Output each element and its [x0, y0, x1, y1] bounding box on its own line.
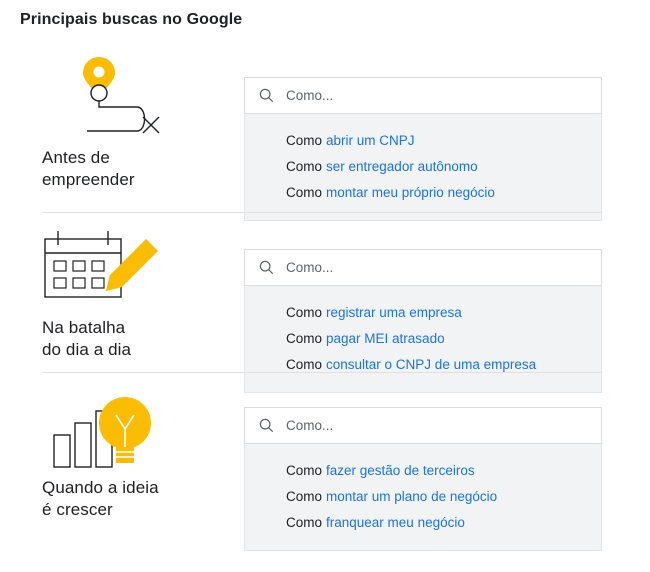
section-quando-a-ideia-e-crescer: [0, 385, 650, 533]
section-2-label: [42, 317, 232, 361]
suggestion-item[interactable]: [245, 352, 601, 378]
suggestion-item[interactable]: [245, 510, 601, 536]
section-3-label: [42, 477, 232, 521]
search-card-1: [244, 77, 602, 221]
search-icon: [259, 260, 274, 275]
suggestion-query: montar meu próprio negócio: [326, 185, 495, 200]
suggestion-prefix: Como: [286, 185, 323, 200]
suggestion-item[interactable]: [245, 326, 601, 352]
section-1-label-line2: empreender: [42, 170, 135, 189]
page-title: Principais buscas no Google: [20, 11, 243, 28]
suggestion-prefix: Como: [286, 357, 323, 372]
suggestion-list-2: [245, 286, 601, 392]
suggestion-query: pagar MEI atrasado: [326, 331, 445, 346]
section-2-label-line2: do dia a dia: [42, 340, 132, 359]
pin-path-icon: [42, 55, 202, 147]
suggestion-query: registrar uma empresa: [326, 305, 462, 320]
search-card-3: [244, 407, 602, 551]
search-icon: [259, 88, 274, 103]
suggestion-query: abrir um CNPJ: [326, 133, 415, 148]
section-divider-1: [42, 212, 602, 213]
search-icon: [259, 418, 274, 433]
search-placeholder-2: Como...: [286, 260, 334, 275]
search-placeholder-3: Como...: [286, 418, 334, 433]
section-2-left-column: [42, 227, 232, 361]
suggestion-prefix: Como: [286, 515, 323, 530]
suggestion-prefix: Como: [286, 331, 323, 346]
search-placeholder-1: Como...: [286, 88, 334, 103]
section-na-batalha-do-dia-a-dia: [0, 227, 650, 372]
suggestion-prefix: Como: [286, 159, 323, 174]
suggestion-item[interactable]: [245, 484, 601, 510]
section-3-label-line2: é crescer: [42, 500, 113, 519]
suggestion-query: ser entregador autônomo: [326, 159, 478, 174]
suggestion-prefix: Como: [286, 463, 323, 478]
suggestion-item[interactable]: [245, 458, 601, 484]
search-input-3[interactable]: [244, 407, 602, 444]
suggestion-prefix: Como: [286, 489, 323, 504]
suggestion-query: franquear meu negócio: [326, 515, 465, 530]
suggestion-item[interactable]: [245, 300, 601, 326]
suggestion-query: consultar o CNPJ de uma empresa: [326, 357, 537, 372]
suggestion-list-1: [245, 114, 601, 220]
suggestion-query: montar um plano de negócio: [326, 489, 498, 504]
search-input-2[interactable]: [244, 249, 602, 286]
section-1-label-line1: Antes de: [42, 148, 110, 167]
suggestion-prefix: Como: [286, 305, 323, 320]
calendar-pencil-icon: [42, 227, 202, 317]
search-input-1[interactable]: [244, 77, 602, 114]
suggestion-prefix: Como: [286, 133, 323, 148]
section-3-label-line1: Quando a ideia: [42, 478, 159, 497]
section-1-left-column: [42, 55, 232, 191]
suggestion-item[interactable]: [245, 180, 601, 206]
suggestion-item[interactable]: [245, 154, 601, 180]
section-2-label-line1: Na batalha: [42, 318, 126, 337]
section-antes-de-empreender: [0, 55, 650, 205]
chart-lightbulb-icon: [42, 385, 202, 477]
section-divider-2: [42, 372, 602, 373]
section-3-left-column: [42, 385, 232, 521]
suggestion-list-3: [245, 444, 601, 550]
suggestion-query: fazer gestão de terceiros: [326, 463, 475, 478]
section-1-label: [42, 147, 232, 191]
suggestion-item[interactable]: [245, 128, 601, 154]
